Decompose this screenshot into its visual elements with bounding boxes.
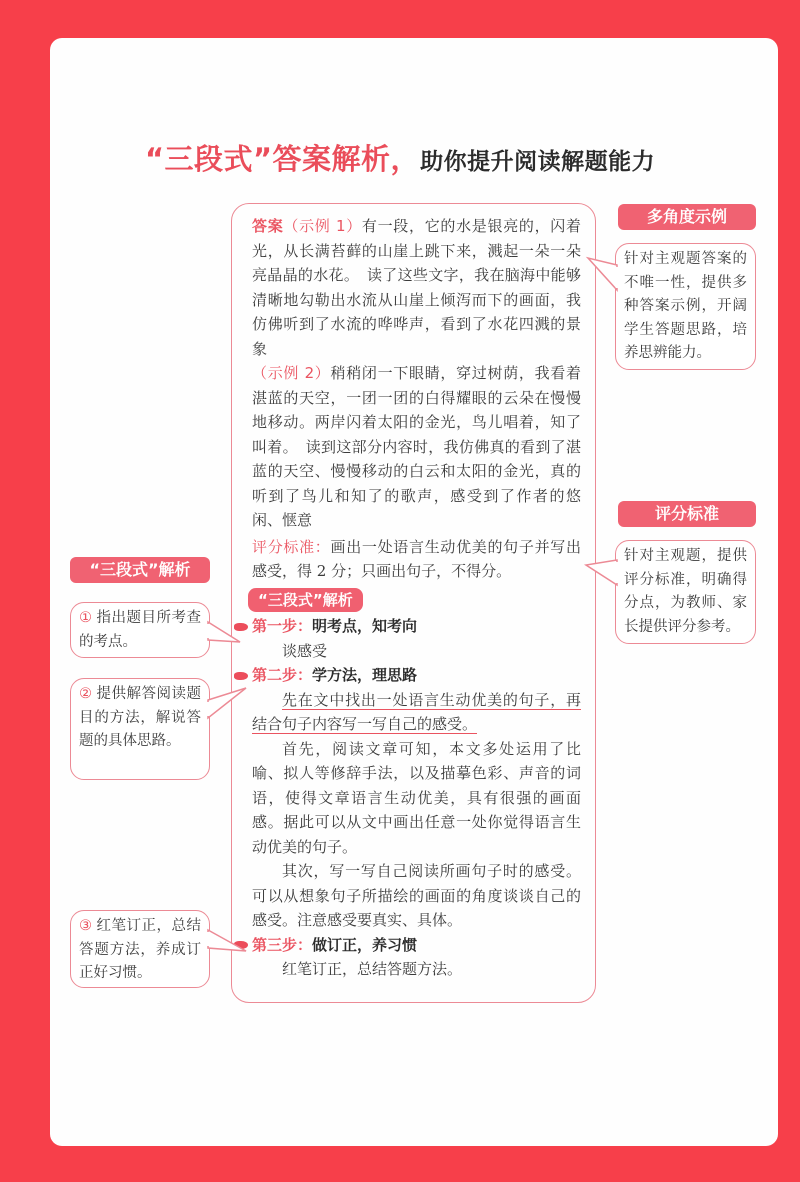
example-1-text: 有一段，它的水是银亮的，闪着光，从长满苔藓的山崖上跳下来，溅起一朵一朵亮晶晶的水花。 读了这些文字，我在脑海中能够清晰地勾勒出水流从山崖上倾泻而下的画面，我仿佛听到了水流的哗哗声，看到了水花四溅的景象 bbox=[252, 217, 581, 358]
example-2-label: （示例 2） bbox=[252, 364, 331, 382]
step-3-label: 第三步： bbox=[252, 935, 313, 954]
answer-label: 答案 bbox=[252, 217, 284, 235]
note-text-multi-angle: 针对主观题答案的不唯一性，提供多种答案示例，开阔学生答题思路，培养思辨能力。 bbox=[624, 251, 747, 361]
note-text-scoring: 针对主观题，提供评分标准，明确得分点，为教师、家长提供评分参考。 bbox=[624, 548, 747, 635]
scoring-label: 评分标准： bbox=[252, 537, 331, 556]
step-1-label: 第一步： bbox=[252, 617, 313, 635]
circled-number-3: ③ bbox=[79, 918, 93, 934]
step-1-title: 明考点，知考向 bbox=[312, 617, 418, 635]
example-1-label: （示例 1） bbox=[283, 217, 362, 235]
note-pill-scoring: 评分标准 bbox=[618, 501, 756, 527]
step-2-title: 学方法，理思路 bbox=[312, 666, 418, 684]
note-text-step-3: 红笔订正，总结答题方法，养成订正好习惯。 bbox=[79, 918, 201, 981]
analysis-pill: “三段式”解析 bbox=[248, 588, 363, 612]
title-dark-part: 助你提升阅读解题能力 bbox=[420, 149, 656, 175]
circled-number-2: ② bbox=[79, 686, 93, 702]
title-red-part: “三段式”答案解析， bbox=[144, 142, 421, 176]
step-2-body-2: 其次，写一写自己阅读所画句子时的感受。可以从想象句子所描绘的画面的角度谈谈自己的感受。注意感受要真实、具体。 bbox=[252, 862, 581, 929]
step-2-method-text: 先在文中找出一处语言生动优美的句子，再结合句子内容写一写自己的感受。 bbox=[252, 690, 581, 733]
step-2-body-1: 首先，阅读文章可知，本文多处运用了比喻、拟人等修辞手法，以及描摹色彩、声音的词语，使得文章语言生动优美，具有很强的画面感。据此可以从文中画出任意一处你觉得语言生动优美的句子。 bbox=[252, 739, 581, 856]
scoring-text: 画出一处语言生动优美的句子并写出感受，得 2 分；只画出句子，不得分。 bbox=[252, 537, 581, 580]
note-text-step-1: 指出题目所考查的考点。 bbox=[79, 610, 201, 650]
circled-number-1: ① bbox=[79, 610, 93, 626]
note-pill-multi-angle: 多角度示例 bbox=[618, 204, 756, 230]
step-3-body: 红笔订正，总结答题方法。 bbox=[282, 960, 463, 978]
example-2-text: 稍稍闭一下眼睛，穿过树荫，我看着湛蓝的天空，一团一团的白得耀眼的云朵在慢慢地移动。两岸闪着太阳的金光，鸟儿唱着，知了叫着。 读到这部分内容时，我仿佛真的看到了湛蓝的天空、慢慢移动的白云和太阳的金光，真的听到了鸟儿和知了的歌声，感受到了作者的悠闲、惬意 bbox=[252, 364, 581, 529]
step-1-body: 谈感受 bbox=[282, 641, 328, 660]
note-pill-three-step: “三段式”解析 bbox=[70, 557, 210, 583]
step-3-title: 做订正，养习惯 bbox=[312, 935, 418, 954]
note-text-step-2: 提供解答阅读题目的方法，解说答题的具体思路。 bbox=[79, 686, 201, 749]
step-2-label: 第二步： bbox=[252, 666, 313, 684]
